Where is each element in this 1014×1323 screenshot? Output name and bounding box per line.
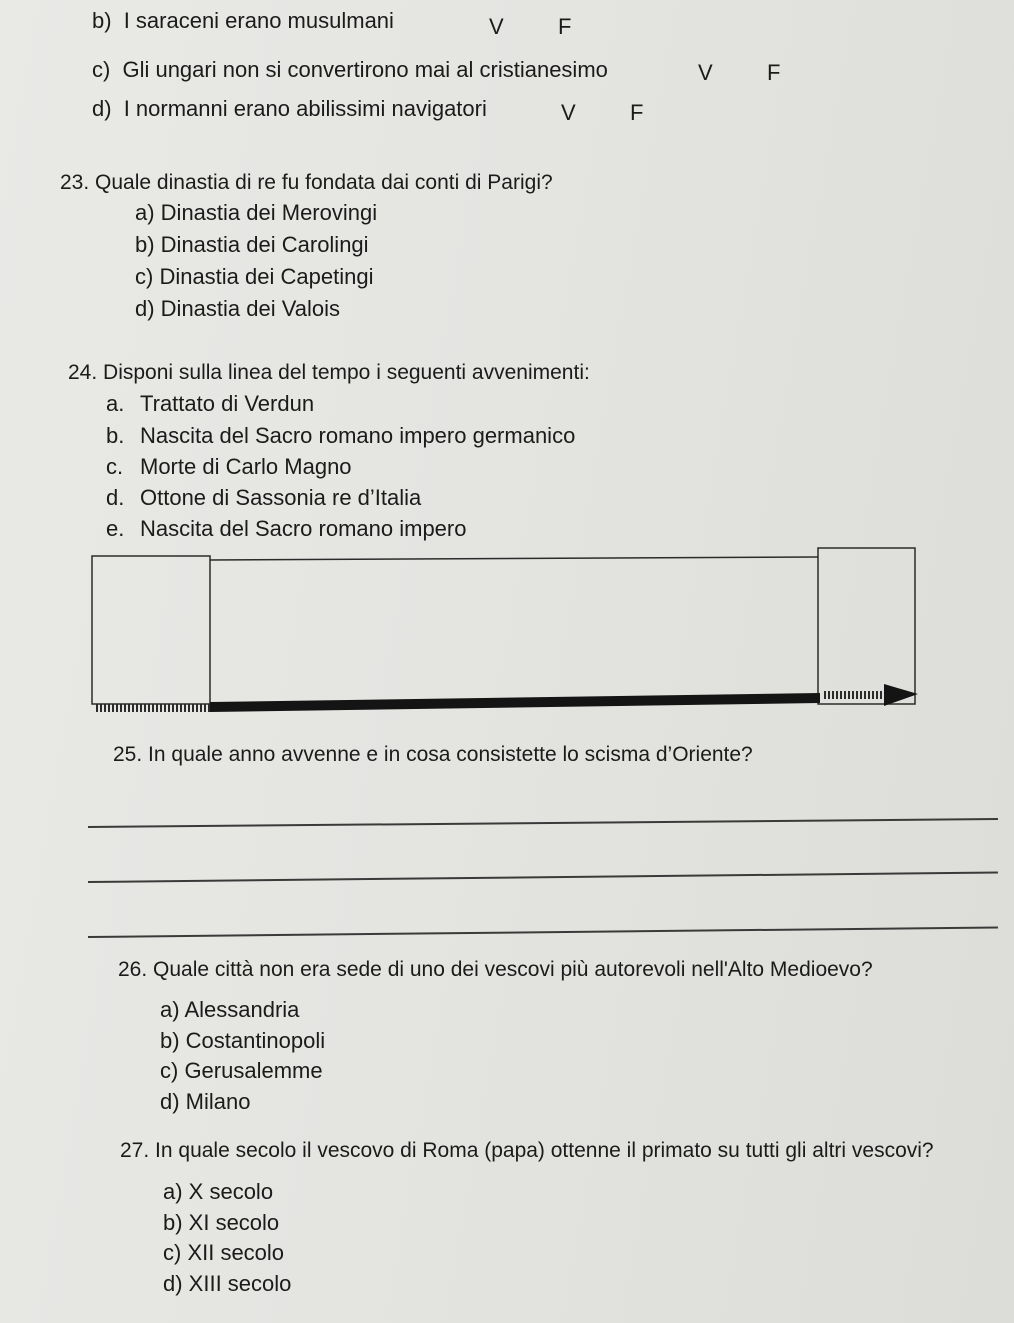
tf-false-option[interactable]: F [558, 14, 572, 39]
tf-label: c) [92, 57, 111, 82]
tf-text: Gli ungari non si convertirono mai al cristianesimo [122, 57, 608, 82]
q26-option-c[interactable]: c) Gerusalemme [160, 1058, 323, 1083]
event-text: Nascita del Sacro romano impero [140, 516, 467, 541]
q27-option-b[interactable]: b) XI secolo [163, 1210, 280, 1235]
event-label: e. [106, 516, 125, 541]
question-text: In quale anno avvenne e in cosa consistette lo scisma d’Oriente? [148, 743, 753, 766]
event-label: d. [106, 485, 125, 510]
tf-true-option[interactable]: V [489, 14, 504, 39]
question-text: Disponi sulla linea del tempo i seguenti avvenimenti: [103, 361, 590, 384]
timeline-dotted-end [822, 691, 888, 699]
tf-false-option[interactable]: F [767, 60, 781, 85]
event-text: Morte di Carlo Magno [140, 454, 352, 479]
q23-option-b[interactable]: b) Dinastia dei Carolingi [135, 232, 369, 257]
event-text: Nascita del Sacro romano impero germanico [140, 423, 576, 448]
event-label: a. [106, 391, 125, 416]
q27-option-a[interactable]: a) X secolo [163, 1179, 274, 1204]
timeline-axis [210, 693, 820, 712]
question-number: 26. [118, 958, 148, 981]
tf-text: I saraceni erano musulmani [123, 8, 394, 33]
tf-false-option[interactable]: F [630, 100, 644, 125]
timeline-end-box[interactable] [818, 548, 915, 704]
question-text: Quale dinastia di re fu fondata dai conti di Parigi? [95, 171, 553, 194]
question-text: In quale secolo il vescovo di Roma (papa) ottenne il primato su tutti gli altri vescovi? [155, 1139, 934, 1162]
question-25 [113, 742, 753, 768]
timeline-dotted-start [96, 704, 210, 712]
timeline-arrowhead [884, 684, 918, 706]
q23-option-c[interactable]: c) Dinastia dei Capetingi [135, 264, 374, 289]
event-label: b. [106, 423, 125, 448]
q26-option-d[interactable]: d) Milano [160, 1089, 251, 1114]
q23-option-d[interactable]: d) Dinastia dei Valois [135, 296, 341, 321]
tf-true-option[interactable]: V [698, 60, 713, 85]
event-label: c. [106, 454, 124, 479]
event-text: Ottone di Sassonia re d’Italia [140, 485, 422, 510]
tf-label: d) [92, 96, 112, 121]
question-number: 24. [68, 361, 98, 384]
question-number: 23. [60, 171, 90, 194]
q27-option-d[interactable]: d) XIII secolo [163, 1271, 292, 1296]
q26-option-b[interactable]: b) Costantinopoli [160, 1028, 326, 1053]
question-number: 27. [120, 1139, 150, 1162]
q23-option-a[interactable]: a) Dinastia dei Merovingi [135, 200, 378, 225]
q27-option-c[interactable]: c) XII secolo [163, 1240, 285, 1265]
event-text: Trattato di Verdun [140, 391, 315, 416]
tf-label: b) [92, 8, 112, 33]
question-text: Quale città non era sede di uno dei vescovi più autorevoli nell'Alto Medioevo? [153, 958, 873, 981]
question-26 [118, 957, 873, 983]
tf-true-option[interactable]: V [561, 100, 576, 125]
q26-option-a[interactable]: a) Alessandria [160, 997, 300, 1022]
question-27 [120, 1138, 934, 1164]
timeline-start-box[interactable] [92, 556, 210, 704]
question-number: 25. [113, 743, 143, 766]
tf-text: I normanni erano abilissimi navigatori [123, 96, 487, 121]
timeline-top-border [210, 557, 818, 560]
